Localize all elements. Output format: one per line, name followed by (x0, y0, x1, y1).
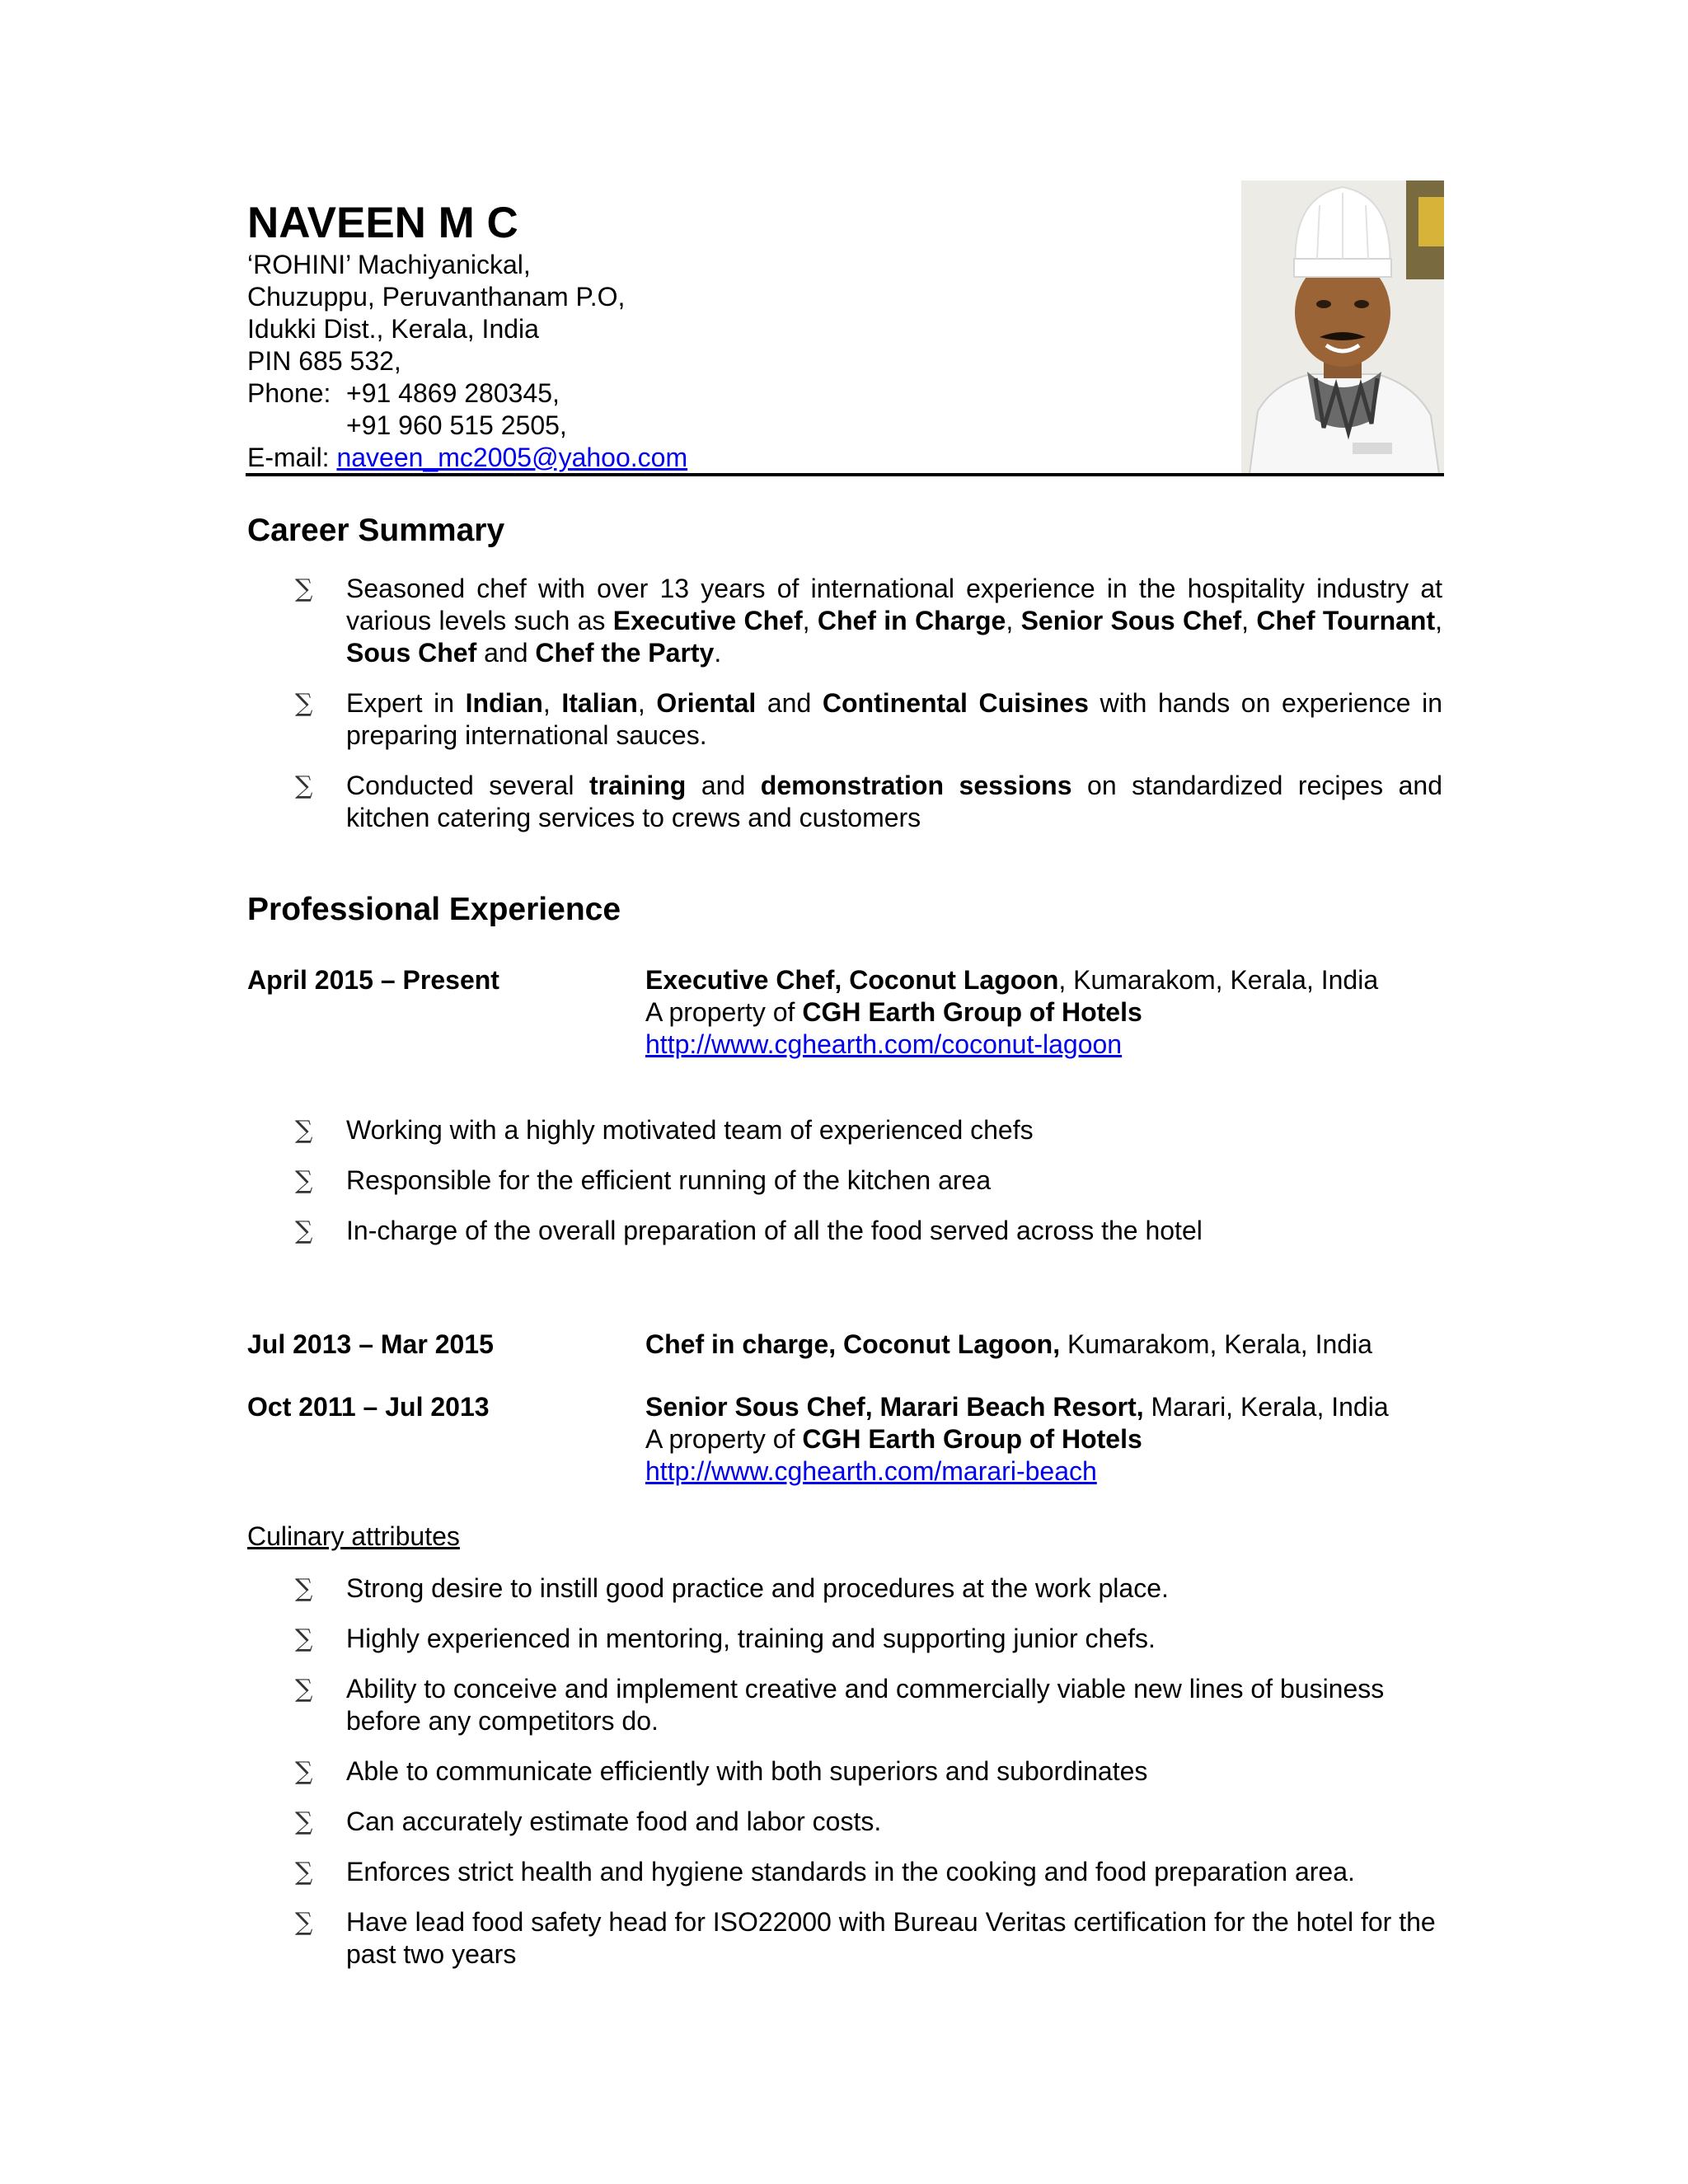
bullet-icon: ∑ (295, 1574, 313, 1603)
career-summary-list (247, 573, 1442, 834)
header-divider (246, 473, 1444, 476)
list-item (247, 573, 1442, 669)
list-item: ∑ Highly experienced in mentoring, training and supporting junior chefs. (247, 1623, 1442, 1655)
job-date: Oct 2011 – Jul 2013 (247, 1392, 490, 1422)
address-line: ‘ROHINI’ Machiyanickal, (247, 250, 531, 279)
bullet-icon: ∑ (295, 574, 313, 603)
job-url-link[interactable]: http://www.cghearth.com/marari-beach (645, 1456, 1097, 1486)
experience-title: Professional Experience (247, 892, 621, 927)
property-name: CGH Earth Group of Hotels (802, 1424, 1142, 1454)
list-item (247, 770, 1442, 834)
list-item: ∑ Strong desire to instill good practice and procedures at the work place. (247, 1572, 1442, 1605)
phone-number-1: +91 4869 280345, (346, 378, 560, 408)
summary-text: Expert in Indian, Italian, Oriental and Continental Cuisines with hands on experience in preparing international sauces. (346, 688, 1443, 750)
list-item: ∑ Ability to conceive and implement creative and commercially viable new lines of business before any competitors do. (247, 1673, 1442, 1737)
culinary-attributes-list (247, 1572, 1442, 1971)
job-duties-list (247, 1114, 1401, 1247)
job-entry (247, 1391, 1442, 1488)
address-line: Chuzuppu, Peruvanthanam P.O, (247, 282, 626, 312)
job-entry (247, 964, 1442, 1061)
summary-text: Seasoned chef with over 13 years of international experience in the hospitality industry at various levels such as Executive Chef, Chef in Charge, Senior Sous Chef, Chef Tournant, Sous Chef and Chef the Party. (346, 574, 1443, 668)
bullet-icon: ∑ (295, 771, 313, 800)
bullet-icon: ∑ (295, 1116, 313, 1145)
job-location: , Kumarakom, Kerala, India (1058, 965, 1379, 995)
job-role: Executive Chef, Coconut Lagoon (645, 965, 1059, 995)
property-name: CGH Earth Group of Hotels (802, 997, 1142, 1027)
career-summary-title: Career Summary (247, 513, 505, 548)
list-item: ∑ Enforces strict health and hygiene standards in the cooking and food preparation area. (247, 1856, 1442, 1888)
job-entry (247, 1329, 1442, 1361)
job-info (645, 1329, 1372, 1361)
list-item: ∑ Working with a highly motivated team of experienced chefs (247, 1114, 1401, 1146)
phone-label: Phone: (247, 378, 331, 408)
address-line: PIN 685 532, (247, 346, 401, 376)
bullet-icon: ∑ (295, 1858, 313, 1886)
list-item: ∑ In-charge of the overall preparation of all the food served across the hotel (247, 1215, 1401, 1247)
bullet-icon: ∑ (295, 1908, 313, 1937)
bullet-icon: ∑ (295, 1166, 313, 1195)
job-info: Executive Chef, Coconut Lagoon, Kumarakom, Kerala, India A property of CGH Earth Group of Hotels http://www.cghearth.com/coconut-lagoon (645, 965, 1379, 1059)
culinary-attributes-heading: Culinary attributes (247, 1521, 460, 1551)
profile-photo (1241, 180, 1444, 474)
job-date: April 2015 – Present (247, 965, 499, 995)
email-link[interactable]: naveen_mc2005@yahoo.com (336, 443, 688, 472)
bullet-icon: ∑ (295, 1216, 313, 1245)
bullet-icon: ∑ (295, 1807, 313, 1836)
email-label: E-mail: (247, 443, 337, 472)
address-line: Idukki Dist., Kerala, India (247, 314, 539, 344)
job-role: Chef in charge, Coconut Lagoon, (645, 1329, 1061, 1359)
chef-portrait-image (1241, 180, 1444, 474)
bullet-icon: ∑ (295, 1675, 313, 1704)
bullet-icon: ∑ (295, 1624, 313, 1653)
job-location: Marari, Kerala, India (1143, 1392, 1389, 1422)
list-item (247, 687, 1442, 752)
phone-number-2: +91 960 515 2505, (346, 410, 567, 440)
job-info: Senior Sous Chef, Marari Beach Resort, Marari, Kerala, India A property of CGH Earth Group of Hotels http://www.cghearth.com/marari-beach (645, 1392, 1389, 1486)
list-item: ∑ Can accurately estimate food and labor costs. (247, 1806, 1442, 1838)
summary-text: Conducted several training and demonstration sessions on standardized recipes and kitchen catering services to crews and customers (346, 771, 1443, 832)
job-date: Jul 2013 – Mar 2015 (247, 1329, 494, 1359)
list-item: ∑ Able to communicate efficiently with both superiors and subordinates (247, 1755, 1442, 1788)
candidate-name: NAVEEN M C (247, 199, 518, 247)
job-role: Senior Sous Chef, Marari Beach Resort, (645, 1392, 1144, 1422)
bullet-icon: ∑ (295, 1757, 313, 1786)
list-item: ∑ Responsible for the efficient running of the kitchen area (247, 1165, 1401, 1197)
bullet-icon: ∑ (295, 689, 313, 718)
list-item: ∑ Have lead food safety head for ISO22000 with Bureau Veritas certification for the hotel for the past two years (247, 1906, 1442, 1971)
job-url-link[interactable]: http://www.cghearth.com/coconut-lagoon (645, 1029, 1123, 1059)
job-location: Kumarakom, Kerala, India (1060, 1329, 1372, 1359)
